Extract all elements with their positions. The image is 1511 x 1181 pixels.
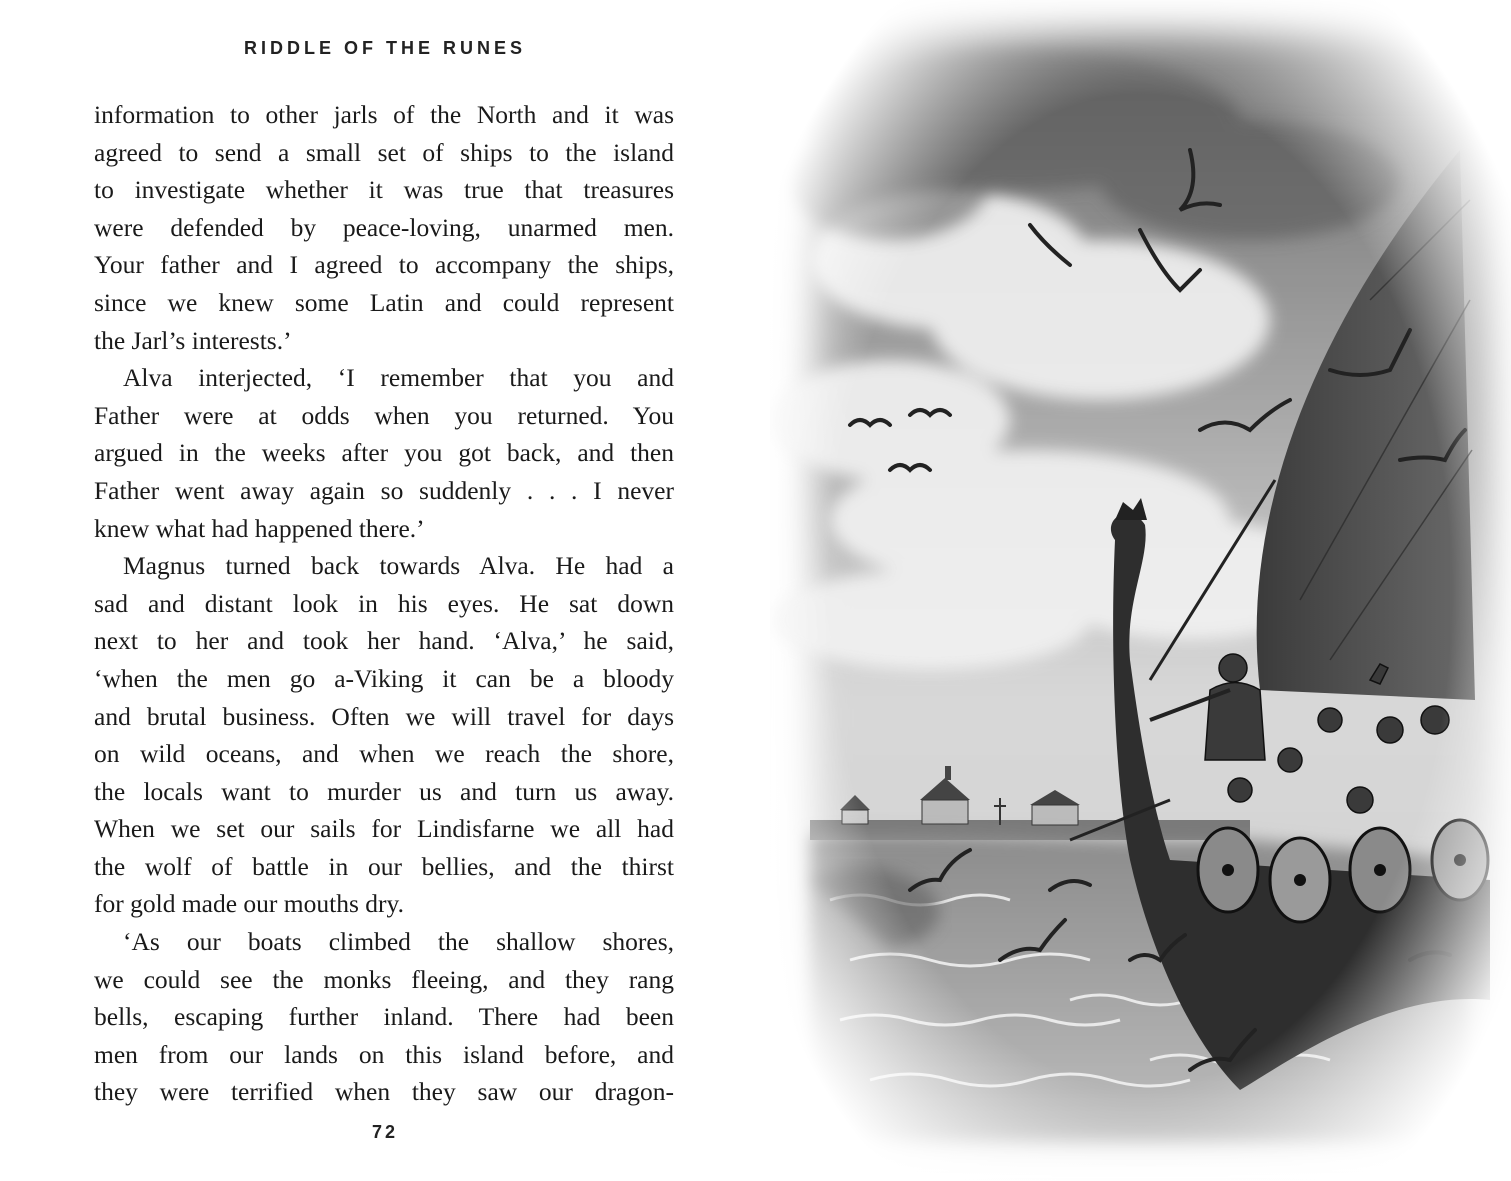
text-line: for gold made our mouths dry. bbox=[94, 889, 404, 919]
text-line: were defended by peace-loving, unarmed men. bbox=[94, 212, 674, 242]
text-line: When we set our sails for Lindisfarne we all had bbox=[94, 814, 674, 844]
text-line: bells, escaping further inland. There had been bbox=[94, 1002, 674, 1032]
text-line: ‘As our boats climbed the shallow shores, bbox=[123, 927, 674, 957]
text-line: and brutal business. Often we will travel for days bbox=[94, 701, 674, 731]
text-line: on wild oceans, and when we reach the shore, bbox=[94, 739, 674, 769]
text-line: knew what had happened there.’ bbox=[94, 513, 425, 543]
body-text bbox=[94, 96, 674, 1111]
text-line: next to her and took her hand. ‘Alva,’ he said, bbox=[94, 626, 674, 656]
viking-ship-illustration bbox=[770, 0, 1511, 1181]
text-line: the wolf of battle in our bellies, and the thirst bbox=[94, 851, 674, 881]
page-number: 72 bbox=[371, 1122, 399, 1142]
text-line: Father were at odds when you returned. You bbox=[94, 400, 674, 430]
text-line: agreed to send a small set of ships to the island bbox=[94, 137, 674, 167]
text-line: information to other jarls of the North and it was bbox=[94, 100, 674, 129]
running-head: RIDDLE OF THE RUNES bbox=[243, 38, 526, 58]
text-line: argued in the weeks after you got back, and then bbox=[94, 438, 674, 468]
text-line: they were terrified when they saw our dragon- bbox=[94, 1077, 674, 1107]
text-line: to investigate whether it was true that treasures bbox=[94, 175, 674, 205]
text-line: men from our lands on this island before, and bbox=[94, 1039, 674, 1069]
text-line: Father went away again so suddenly . . . I never bbox=[94, 475, 674, 505]
text-line: ‘when the men go a-Viking it can be a bloody bbox=[94, 663, 674, 693]
text-line: Alva interjected, ‘I remember that you and bbox=[123, 363, 674, 393]
text-line: sad and distant look in his eyes. He sat down bbox=[94, 588, 674, 618]
text-line: Magnus turned back towards Alva. He had a bbox=[123, 551, 674, 581]
text-line: Your father and I agreed to accompany the ships, bbox=[94, 250, 674, 280]
text-line: we could see the monks fleeing, and they rang bbox=[94, 964, 674, 994]
text-line: the Jarl’s interests.’ bbox=[94, 325, 292, 355]
text-line: the locals want to murder us and turn us away. bbox=[94, 776, 674, 806]
illustration-page bbox=[770, 0, 1511, 1181]
text-line: since we knew some Latin and could represent bbox=[94, 287, 674, 317]
